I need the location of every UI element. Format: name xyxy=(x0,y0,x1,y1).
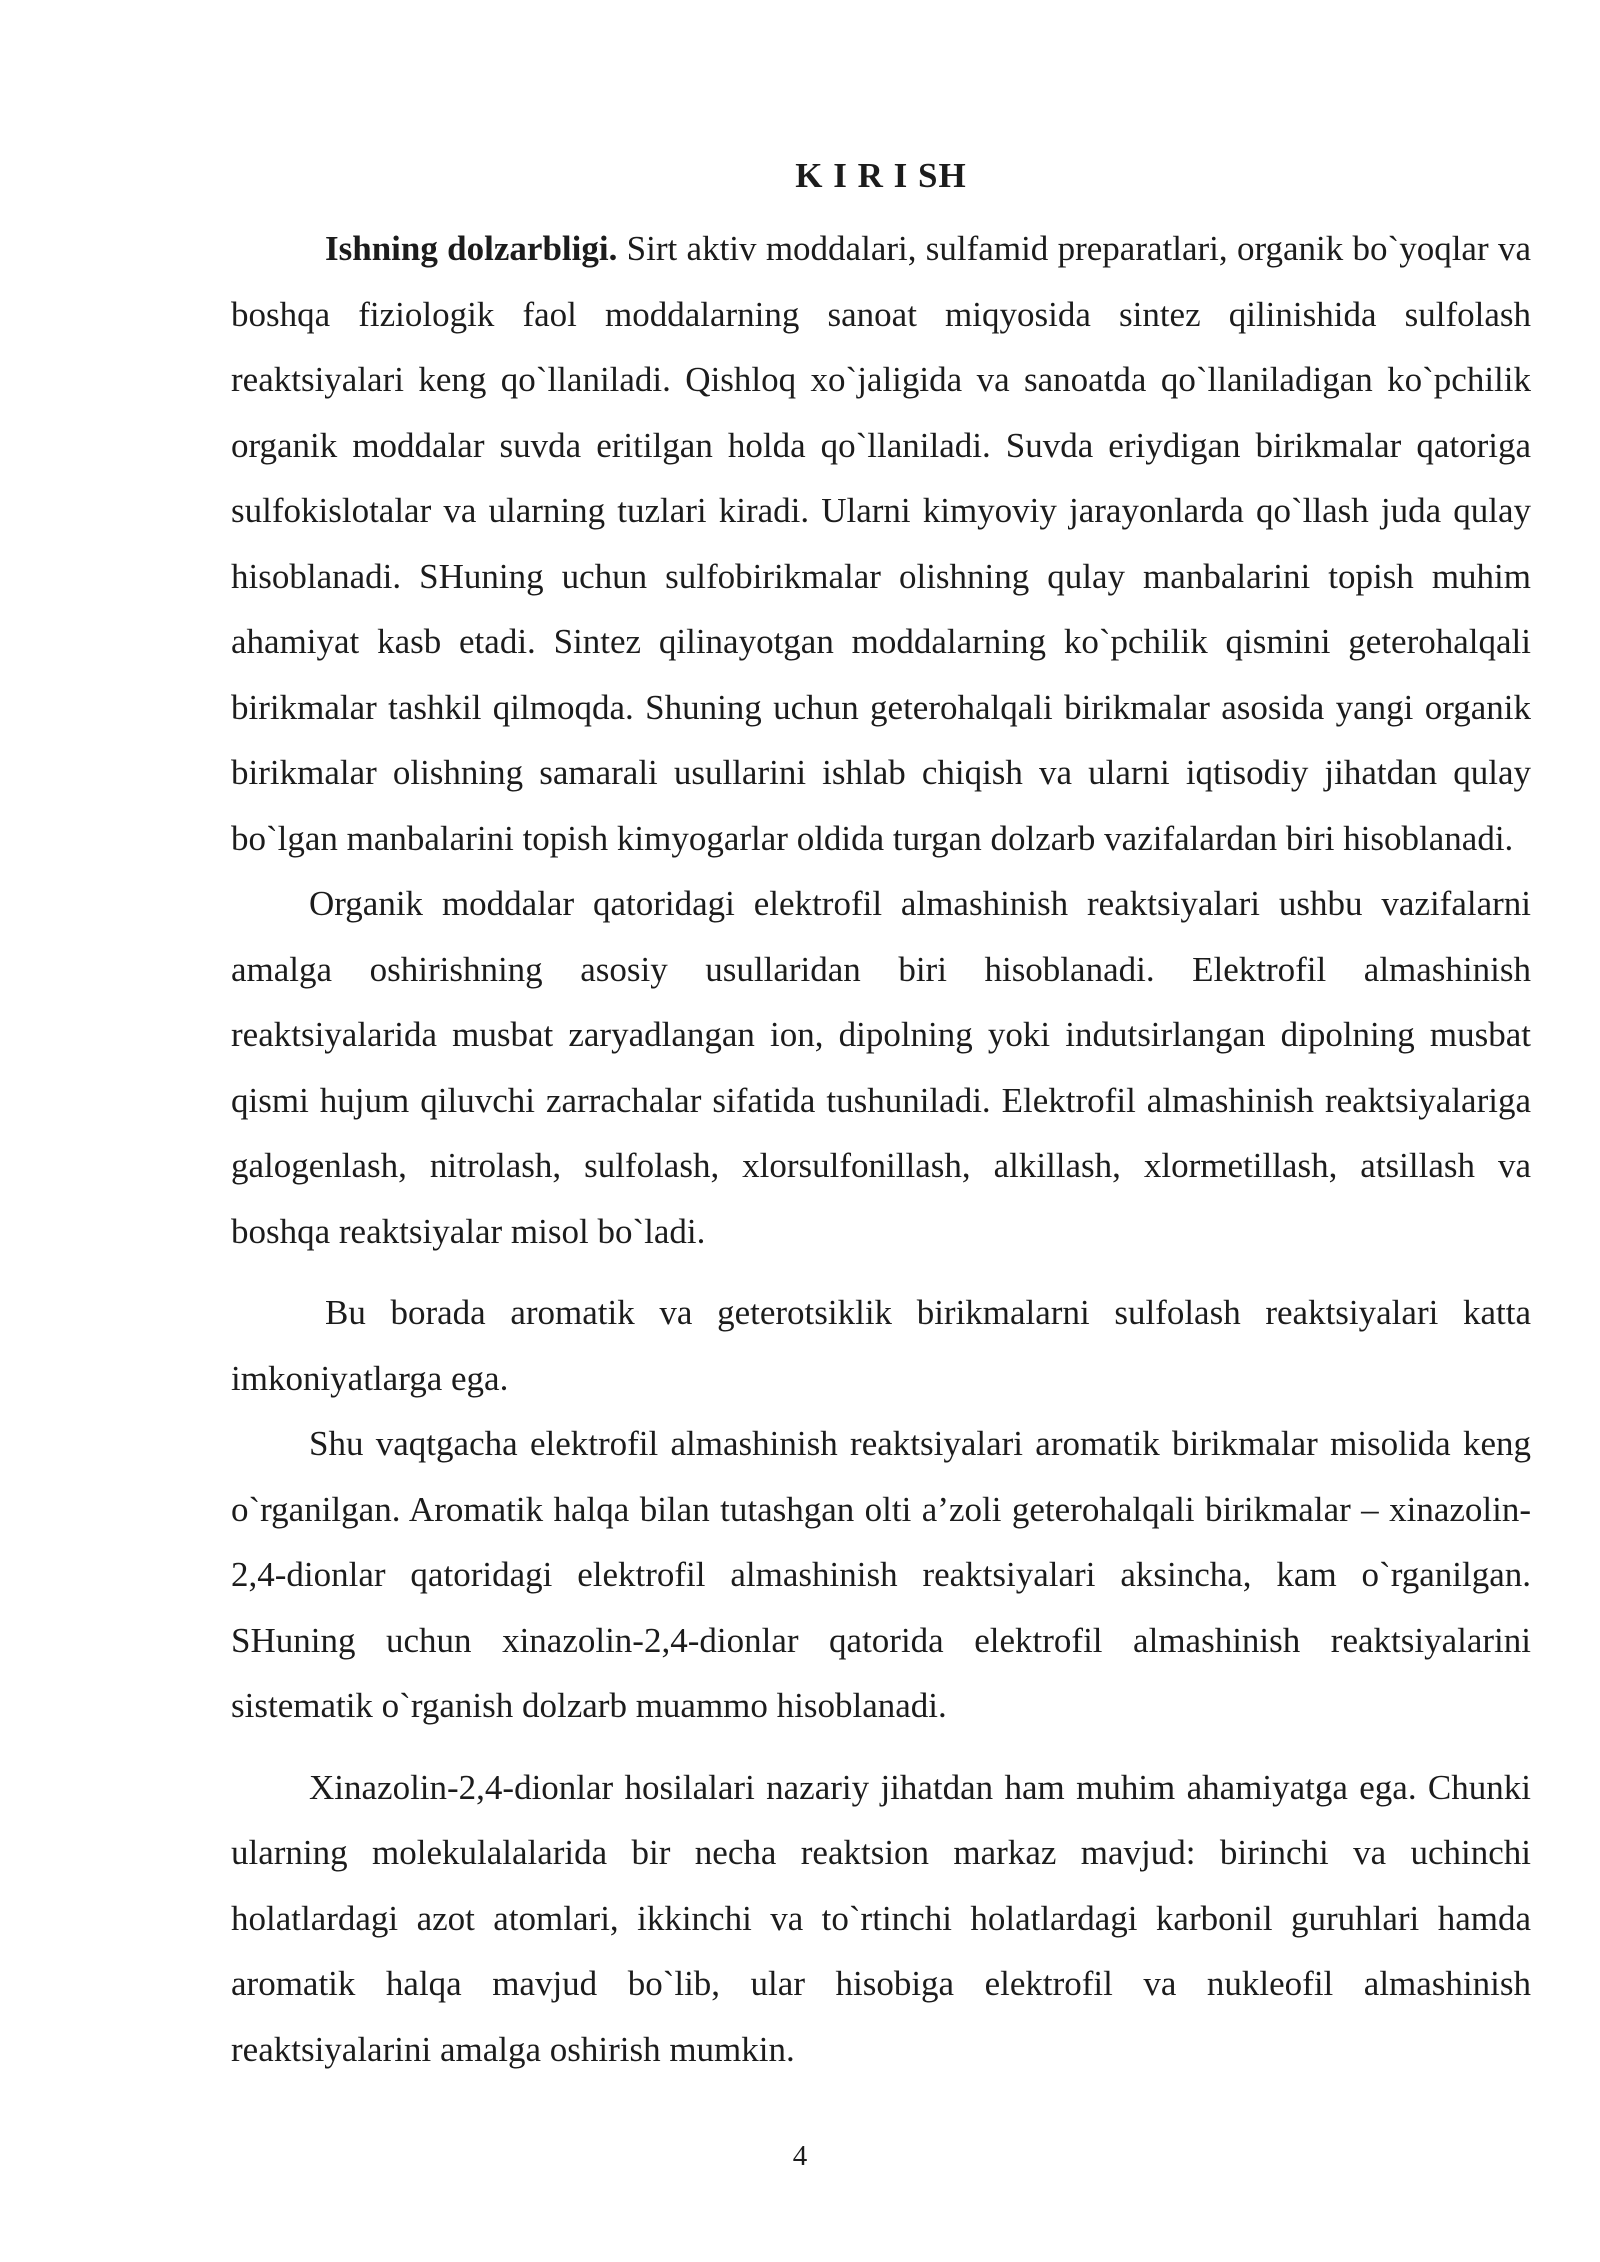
document-page xyxy=(231,150,1531,2082)
paragraph-sulfonation: Bu borada aromatik va geterotsiklik birikmalarni sulfolash reaktsiyalari katta imkoniyatlarga ega. xyxy=(231,1293,1531,1398)
paragraph-quinazoline-study: Shu vaqtgacha elektrofil almashinish reaktsiyalari aromatik birikmalar misolida keng o`rganilgan. Aromatik halqa bilan tutashgan olti a’zoli geterohalqali birikmalar – xinazolin-2,4-dionlar qatoridagi elektrofil almashinish reaktsiyalari aksincha, kam o`rganilgan. SHuning uchun xinazolin-2,4-dionlar qatorida elektrofil almashinish reaktsiyalarini sistematik o`rganish dolzarb muammo hisoblanadi. xyxy=(231,1424,1531,1725)
page-number: 4 xyxy=(792,2140,808,2172)
lead-heading: Ishning dolzarbligi. xyxy=(325,229,618,268)
paragraph-quinazoline-theory: Xinazolin-2,4-dionlar hosilalari nazariy jihatdan ham muhim ahamiyatga ega. Chunki ularning molekulalalarida bir necha reaktsion markaz mavjud: birinchi va uchinchi holatlardagi azot atomlari, ikkinchi va to`rtinchi holatlardagi karbonil guruhlari hamda aromatik halqa mavjud bo`lib, ular hisobiga elektrofil va nukleofil almashinish reaktsiyalarini amalga oshirish mumkin. xyxy=(231,1767,1531,2069)
section-title: K I R I SH xyxy=(795,156,967,195)
paragraph-text: Sirt aktiv moddalari, sulfamid preparatlari, organik bo`yoqlar va boshqa fiziologik faol moddalarning sanoat miqyosida sintez qilinishida sulfolash reaktsiyalari keng qo`llaniladi. Qishloq xo`jaligida va sanoatda qo`llaniladigan ko`pchilik organik moddalar suvda eritilgan holda qo`llaniladi. Suvda eriydigan birikmalar qatoriga sulfokislotalar va ularning tuzlari kiradi. Ularni kimyoviy jarayonlarda qo`llash juda qulay hisoblanadi. SHuning uchun sulfobirikmalar olishning qulay manbalarini topish muhim ahamiyat kasb etadi. Sintez qilinayotgan moddalarning ko`pchilik qismini geterohalqali birikmalar tashkil qilmoqda. Shuning uchun geterohalqali birikmalar asosida yangi organik birikmalar olishning samarali usullarini ishlab chiqish va ularni iqtisodiy jihatdan qulay bo`lgan manbalarini topish kimyogarlar oldida turgan dolzarb vazifalardan biri hisoblanadi. xyxy=(231,229,1531,858)
paragraph-relevance xyxy=(231,216,1531,871)
paragraph-electrophilic: Organik moddalar qatoridagi elektrofil almashinish reaktsiyalari ushbu vazifalarni amalga oshirishning asosiy usullaridan biri hisoblanadi. Elektrofil almashinish reaktsiyalarida musbat zaryadlangan ion, dipolning yoki indutsirlangan dipolning musbat qismi hujum qiluvchi zarrachalar sifatida tushuniladi. Elektrofil almashinish reaktsiyalariga galogenlash, nitrolash, sulfolash, xlorsulfonillash, alkillash, xlormetillash, atsillash va boshqa reaktsiyalar misol bo`ladi. xyxy=(231,884,1531,1251)
